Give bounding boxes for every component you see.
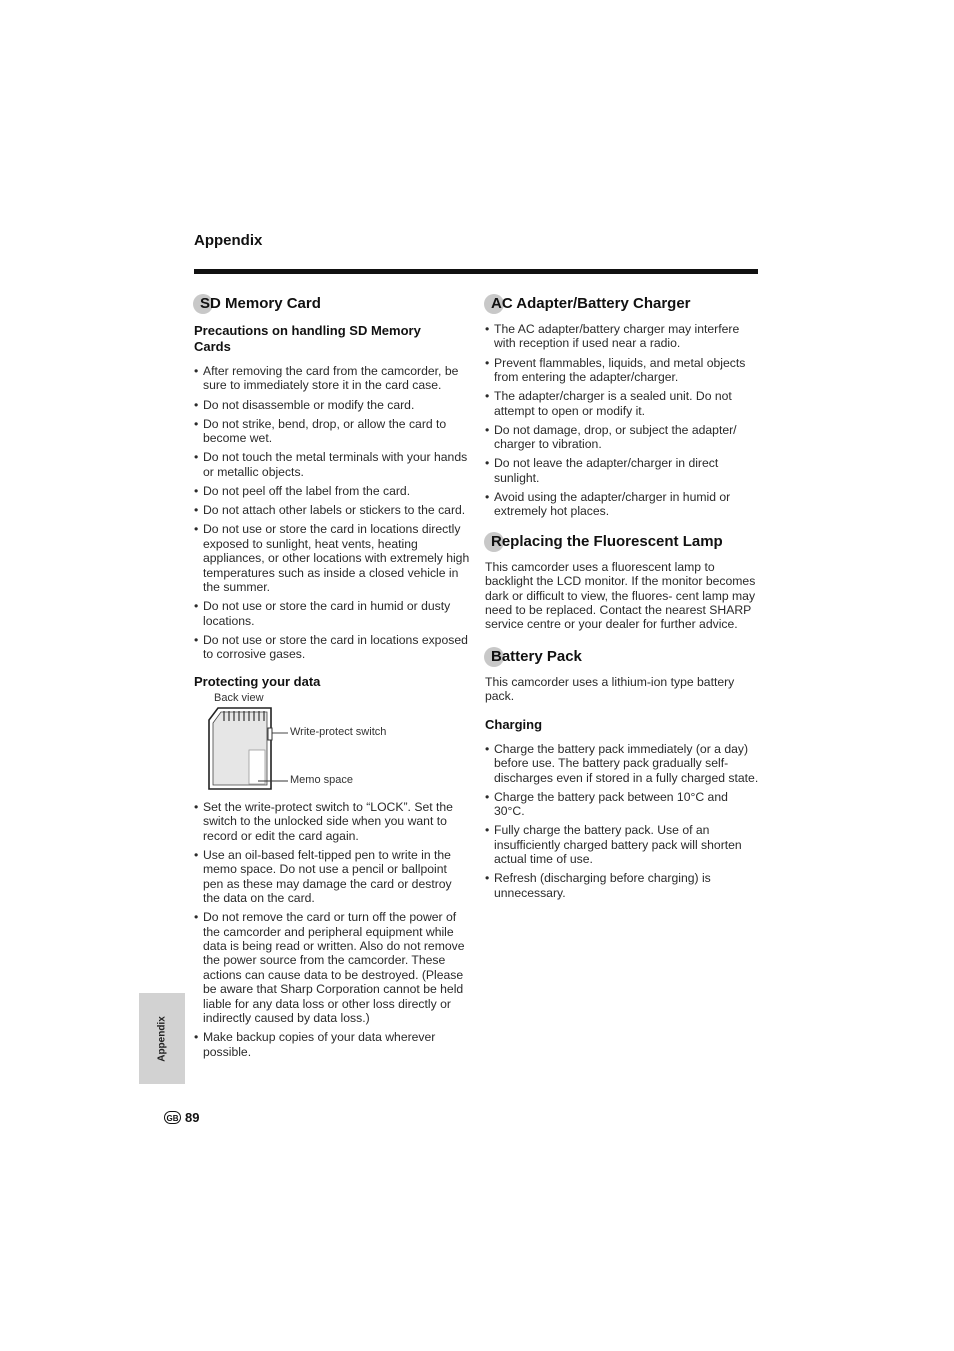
battery-pack-body: This camcorder uses a lithium-ion type battery pack. <box>485 674 735 704</box>
appendix-side-tab <box>139 993 185 1084</box>
list-item: • Make backup copies of your data wherever possible. <box>194 1030 470 1059</box>
list-item: • The AC adapter/battery charger may interfere with reception if used near a radio. <box>485 322 759 351</box>
sd-precautions-list <box>194 364 470 662</box>
list-item: • Do not use or store the card in humid or dusty locations. <box>194 599 470 628</box>
list-item: • Refresh (discharging before charging) is unnecessary. <box>485 871 759 900</box>
list-item: • Charge the battery pack between 10°C and 30°C. <box>485 790 759 819</box>
heading-initial: R <box>491 532 502 550</box>
list-item: • Charge the battery pack immediately (or a day) before use. The battery pack gradually self-discharges even if stored in a fully charged state. <box>485 742 759 785</box>
list-item: • Fully charge the battery pack. Use of an insufficiently charged battery pack will shorten actual time of use. <box>485 823 759 866</box>
list-item: • Do not use or store the card in locations directly exposed to sunlight, heat vents, heating appliances, or other locations with extremely high temperatures such as inside a closed vehicle in the summer. <box>194 522 470 594</box>
sd-memory-card-heading <box>194 294 470 314</box>
list-item: • Do not strike, bend, drop, or allow the card to become wet. <box>194 417 470 446</box>
memo-space-label: Memo space <box>290 773 353 786</box>
fluorescent-lamp-heading <box>485 532 759 552</box>
write-protect-label: Write-protect switch <box>290 725 387 738</box>
protecting-data-title: Protecting your data <box>194 673 321 689</box>
list-item: • Avoid using the adapter/charger in humid or extremely hot places. <box>485 490 759 519</box>
heading-rest: D Memory Card <box>210 295 321 312</box>
section-title: Appendix <box>194 232 263 249</box>
list-item: • Do not remove the card or turn off the power of the camcorder and peripheral equipment while data is being read or written. Also do not remove the power source from the camcorder. These actions can cause data to be destroyed. (Please be aware that Sharp Corporation cannot be held liable for any data loss or other loss directly or indirectly caused by data loss.) <box>194 910 470 1025</box>
list-item: • The adapter/charger is a sealed unit. Do not attempt to open or modify it. <box>485 389 759 418</box>
ac-adapter-heading <box>485 294 759 314</box>
ac-adapter-list <box>485 322 759 519</box>
header-rule <box>194 269 758 274</box>
charging-list <box>485 742 759 900</box>
left-column <box>194 290 470 1064</box>
list-item: • Do not attach other labels or stickers to the card. <box>194 503 470 517</box>
heading-initial: A <box>491 295 502 312</box>
fluorescent-lamp-body: This camcorder uses a fluorescent lamp to backlight the LCD monitor. If the monitor becomes dark or difficult to view, the fluores- cent lamp may need to be replaced. Contact the nearest SHARP service centre or your dealer for further advice. <box>485 559 756 632</box>
charging-title: Charging <box>485 716 543 732</box>
battery-pack-heading <box>485 647 759 667</box>
list-item: • Do not damage, drop, or subject the adapter/ charger to vibration. <box>485 423 759 452</box>
list-item: • Do not touch the metal terminals with your hands or metallic objects. <box>194 450 470 479</box>
list-item: • Prevent flammables, liquids, and metal objects from entering the adapter/charger. <box>485 356 759 385</box>
list-item: • Do not leave the adapter/charger in direct sunlight. <box>485 456 759 485</box>
list-item: • After removing the card from the camcorder, be sure to immediately store it in the card case. <box>194 364 470 393</box>
page-footer <box>164 1110 199 1125</box>
sd-card-diagram <box>194 690 470 792</box>
heading-initial: B <box>491 647 502 665</box>
side-tab-label: Appendix <box>156 1015 168 1062</box>
gb-region-icon: GB <box>164 1111 181 1124</box>
heading-rest: C Adapter/Battery Charger <box>501 295 691 312</box>
list-item: • Do not use or store the card in locations exposed to corrosive gases. <box>194 633 470 662</box>
list-item: • Use an oil-based felt-tipped pen to write in the memo space. Do not use a pencil or ballpoint pen as these may damage the card or destroy the data on the card. <box>194 848 470 906</box>
list-item: • Do not peel off the label from the card. <box>194 484 470 498</box>
protecting-data-list <box>194 800 470 1059</box>
heading-rest: attery Pack <box>501 647 582 665</box>
list-item: • Set the write-protect switch to “LOCK”. Set the switch to the unlocked side when you want to record or edit the card again. <box>194 800 470 843</box>
list-item: • Do not disassemble or modify the card. <box>194 398 470 412</box>
back-view-label: Back view <box>214 691 264 704</box>
heading-rest: eplacing the Fluorescent Lamp <box>501 532 723 550</box>
precautions-title: Precautions on handling SD Memory Cards <box>194 323 421 354</box>
page-number: 89 <box>185 1110 200 1125</box>
right-column <box>485 290 759 905</box>
heading-initial: S <box>200 295 211 312</box>
